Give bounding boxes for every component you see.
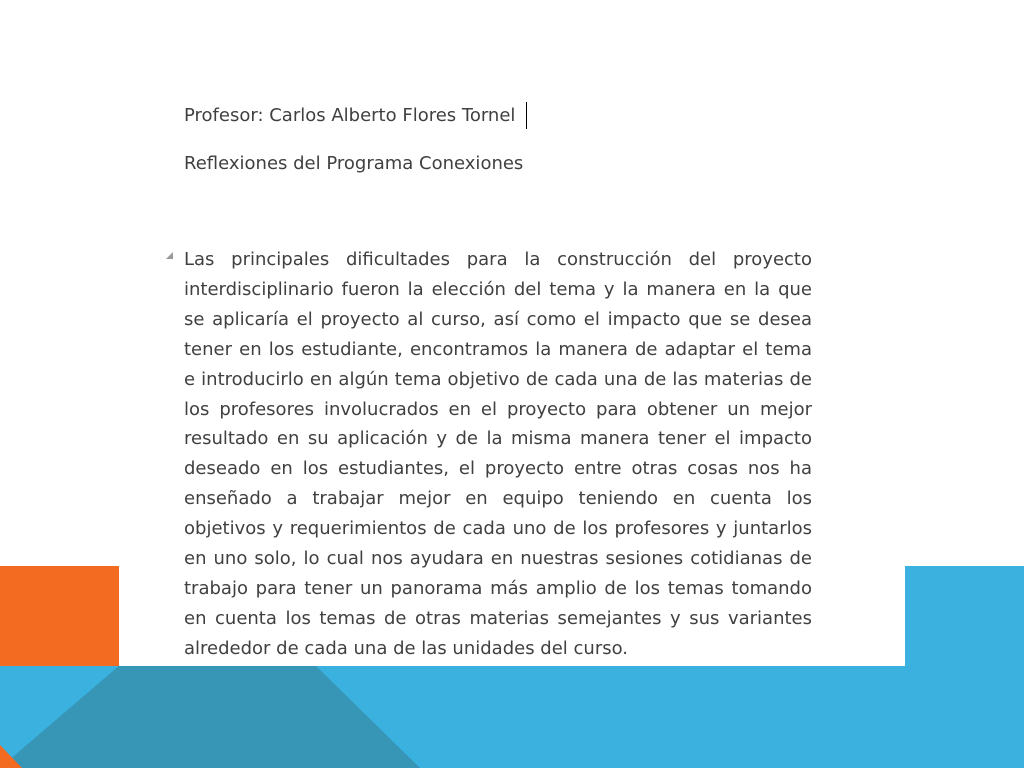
professor-line[interactable]: Profesor: Carlos Alberto Flores Tornel <box>184 105 516 126</box>
collapse-marker-icon[interactable] <box>166 252 173 259</box>
light-blue-right-block <box>905 566 1024 768</box>
subtitle-line[interactable]: Reflexiones del Programa Conexiones <box>184 153 524 174</box>
body-paragraph[interactable]: Las principales dificultades para la construcción del proyecto interdisciplinario fueron la elección del tema y la manera en la que se aplicaría el proyecto al curso, así como el impacto que se desea tener en los estudiante, encontramos la manera de adaptar el tema e introducirlo en algún tema objetivo de cada una de las materias de los profesores involucrados en el proyecto para obtener un mejor resultado en su aplicación y de la misma manera tener el impacto deseado en los estudiantes, el proyecto entre otras cosas nos ha enseñado a trabajar mejor en equipo teniendo en cuenta los objetivos y requerimientos de cada uno de los profesores y juntarlos en uno solo, lo cual nos ayudara en nuestras sesiones cotidianas de trabajo para tener un panorama más amplio de los temas tomando en cuenta los temas de otras materias semejantes y sus variantes alrededor de cada una de las unidades del curso. <box>184 249 812 659</box>
text-cursor <box>526 102 527 129</box>
